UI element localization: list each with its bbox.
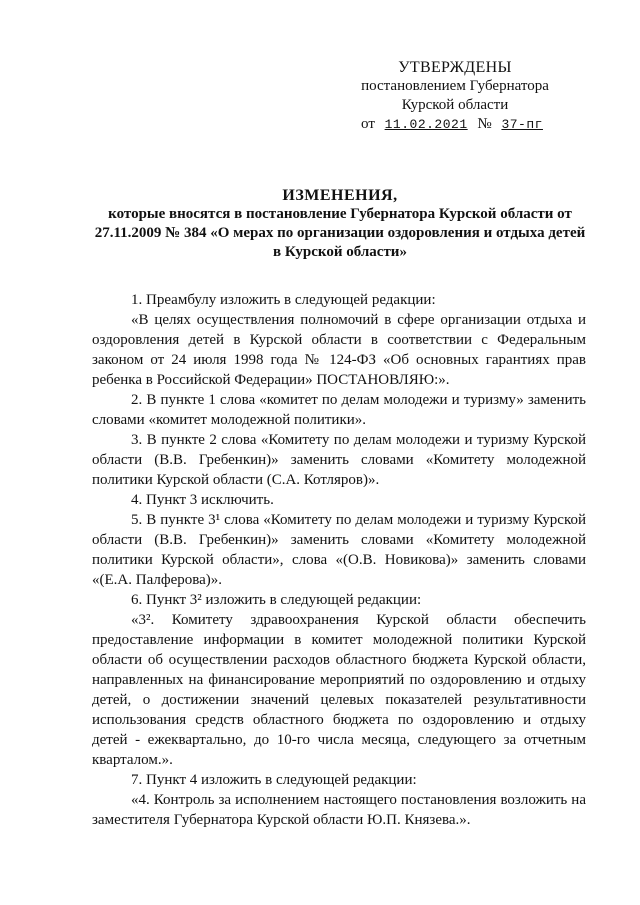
approval-stamp (330, 58, 580, 134)
approval-date-line (330, 115, 580, 134)
approval-number: 37-пг (501, 117, 543, 132)
number-prefix: № (477, 116, 492, 132)
paragraph: «3². Комитету здравоохранения Курской области обеспечить предоставление информации в комитет молодежной политики Курской области об осуществлении расходов областного бюджета Курской области, направленных на финансирование мероприятий по оздоровлению и отдыху детей, о достижении значений целевых показателей результативности использования средств областного бюджета по оздоровлению и отдыху детей - ежеквартально, до 10-го числа месяца, следующего за отчетным кварталом.». (92, 612, 586, 768)
paragraph: 2. В пункте 1 слова «комитет по делам молодежи и туризму» заменить словами «комитет молодежной политики». (92, 392, 586, 428)
document-title: ИЗМЕНЕНИЯ, (282, 187, 398, 204)
paragraph: 4. Пункт 3 исключить. (131, 492, 274, 508)
document-subtitle: которые вносятся в постановление Губернатора Курской области от 27.11.2009 № 384 «О мерах по организации оздоровления и отдыха детей в Курской области» (94, 206, 586, 260)
paragraph: 6. Пункт 3² изложить в следующей редакции: (131, 592, 422, 608)
approval-title: УТВЕРЖДЕНЫ (398, 59, 512, 76)
paragraph: «4. Контроль за исполнением настоящего постановления возложить на заместителя Губернатора Курской области Ю.П. Князева.». (92, 792, 586, 828)
approval-line-1: постановлением Губернатора (361, 78, 549, 94)
paragraph: 1. Преамбулу изложить в следующей редакции: (131, 292, 436, 308)
paragraph: 3. В пункте 2 слова «Комитету по делам молодежи и туризму Курской области (В.В. Гребенкин)» заменить словами «Комитету молодежной политики Курской области (С.А. Котляров)». (92, 432, 586, 488)
approval-line-2: Курской области (401, 97, 509, 113)
date-prefix: от (361, 116, 375, 132)
paragraph: 5. В пункте 3¹ слова «Комитету по делам молодежи и туризму Курской области (В.В. Гребенкин)» заменить словами «Комитету молодежной политики Курской области», слова «(О.В. Новикова)» заменить словами «(Е.А. Палферова)». (92, 512, 586, 588)
paragraph: 7. Пункт 4 изложить в следующей редакции: (131, 772, 417, 788)
paragraph: «В целях осуществления полномочий в сфере организации отдыха и оздоровления детей в Курской области в соответствии с Федеральным законом от 24 июля 1998 года № 124-ФЗ «Об основных гарантиях прав ребенка в Российской Федерации» ПОСТАНОВЛЯЮ:». (92, 312, 586, 388)
approval-date: 11.02.2021 (384, 117, 468, 132)
document-body (92, 290, 586, 830)
document-title-block (90, 186, 590, 262)
